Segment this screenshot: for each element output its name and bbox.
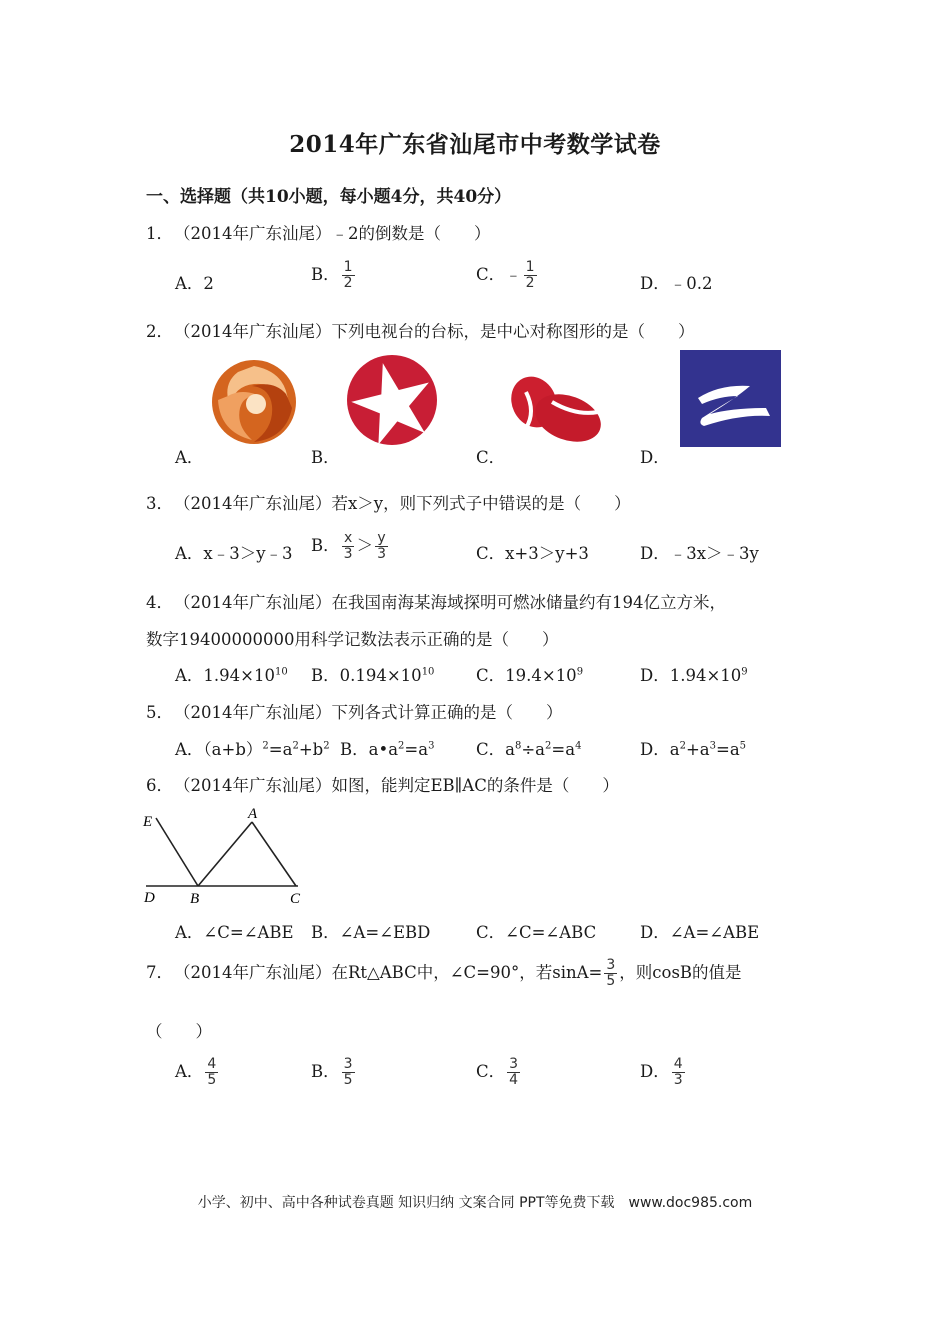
q3-option-c[interactable]: C．x+3＞y+3	[476, 544, 589, 563]
geometry-figure	[140, 804, 310, 908]
q6-option-c[interactable]: C．∠C=∠ABC	[476, 923, 597, 942]
star-circle-logo-icon	[346, 354, 438, 446]
fraction: $\frac{y}{3}$	[377, 530, 386, 562]
page-title: 2014年广东省汕尾市中考数学试卷	[289, 131, 661, 158]
q2-option-c[interactable]: C．	[476, 448, 506, 467]
q2-option-d[interactable]: D．	[640, 448, 670, 467]
q2-option-b[interactable]: B．	[311, 448, 340, 467]
fraction: $\frac{4}{3}$	[673, 1056, 683, 1088]
phoenix-logo-icon	[208, 358, 300, 446]
q5-option-a[interactable]: A．$(a+b)^2=a^2+b^2$	[175, 740, 330, 759]
q7-option-c[interactable]: C． $\frac{3}{4}$	[476, 1056, 519, 1088]
question-7-line-2: （ ）	[146, 1022, 212, 1041]
q1-option-b[interactable]: B． $\frac{1}{2}$	[311, 259, 353, 291]
fraction: $\frac{3}{5}$	[343, 1056, 353, 1088]
point-label-a: A	[248, 806, 258, 822]
question-4-line-2: 数字19400000000用科学记数法表示正确的是（ ）	[146, 630, 559, 649]
q1-option-c[interactable]: C．﹣ $\frac{1}{2}$	[476, 259, 535, 291]
q6-option-b[interactable]: B．∠A=∠EBD	[311, 923, 431, 942]
q7-option-a[interactable]: A． $\frac{4}{5}$	[175, 1056, 217, 1088]
fraction: $\frac{1}{2}$	[343, 259, 353, 291]
question-6: 6．（2014年广东汕尾）如图，能判定EB∥AC的条件是（ ）	[146, 776, 619, 795]
blue-z-logo-icon	[680, 350, 781, 447]
question-1: 1．（2014年广东汕尾）﹣2的倒数是（ ）	[146, 224, 491, 243]
q7-option-d[interactable]: D． $\frac{4}{3}$	[640, 1056, 683, 1088]
q2-option-a[interactable]: A．	[175, 448, 204, 467]
q7-option-b[interactable]: B． $\frac{3}{5}$	[311, 1056, 353, 1088]
footer-text: 小学、初中、高中各种试卷真题 知识归纳 文案合同 PPT等免费下载 www.doc985.com	[197, 1195, 753, 1211]
q3-option-d[interactable]: D．﹣3x＞﹣3y	[640, 544, 759, 563]
q3-option-a[interactable]: A．x﹣3＞y﹣3	[175, 544, 293, 563]
q3-option-b[interactable]: B． $\frac{x}{3}$ ＞ $\frac{y}{3}$	[311, 530, 386, 562]
q1-option-d[interactable]: D．﹣0.2	[640, 274, 713, 293]
fraction: $\frac{3}{4}$	[509, 1056, 519, 1088]
question-4: 4．（2014年广东汕尾）在我国南海某海域探明可燃冰储量约有194亿立方米，	[146, 593, 726, 612]
q1-option-a[interactable]: A．2	[175, 274, 214, 293]
fraction: $\frac{1}{2}$	[525, 259, 535, 291]
q6-option-d[interactable]: D．∠A=∠ABE	[640, 923, 760, 942]
fraction: $\frac{3}{5}$	[606, 957, 616, 989]
q5-option-b[interactable]: B．$a•a^2=a^3$	[340, 740, 435, 759]
point-label-e: E	[143, 814, 153, 830]
q4-option-b[interactable]: B．$0.194\times 10^{10}$	[311, 666, 435, 685]
fraction: $\frac{4}{5}$	[207, 1056, 217, 1088]
q4-option-d[interactable]: D．$1.94\times 10^9$	[640, 666, 748, 685]
point-label-b: B	[190, 891, 200, 907]
section-heading: 一、选择题（共10小题，每小题4分，共40分）	[146, 187, 512, 207]
q5-option-d[interactable]: D．$a^2+a^3=a^5$	[640, 740, 747, 759]
point-label-d: D	[144, 890, 155, 906]
question-7: 7．（2014年广东汕尾）在Rt△ABC中，∠C=90°，若sinA= $\frac{3}{5}$ ，则cosB的值是	[146, 957, 742, 989]
q4-option-a[interactable]: A．$1.94\times 10^{10}$	[175, 666, 288, 685]
q5-option-c[interactable]: C．$a^8\div a^2=a^4$	[476, 740, 582, 759]
question-3: 3．（2014年广东汕尾）若x＞y，则下列式子中错误的是（ ）	[146, 494, 631, 513]
q6-option-a[interactable]: A．∠C=∠ABE	[175, 923, 294, 942]
red-leaves-logo-icon	[506, 372, 614, 446]
point-label-c: C	[290, 891, 301, 907]
q4-option-c[interactable]: C．$19.4\times 10^9$	[476, 666, 584, 685]
question-2: 2．（2014年广东汕尾）下列电视台的台标，是中心对称图形的是（ ）	[146, 322, 695, 341]
question-5: 5．（2014年广东汕尾）下列各式计算正确的是（ ）	[146, 703, 563, 722]
fraction: $\frac{x}{3}$	[343, 530, 353, 562]
